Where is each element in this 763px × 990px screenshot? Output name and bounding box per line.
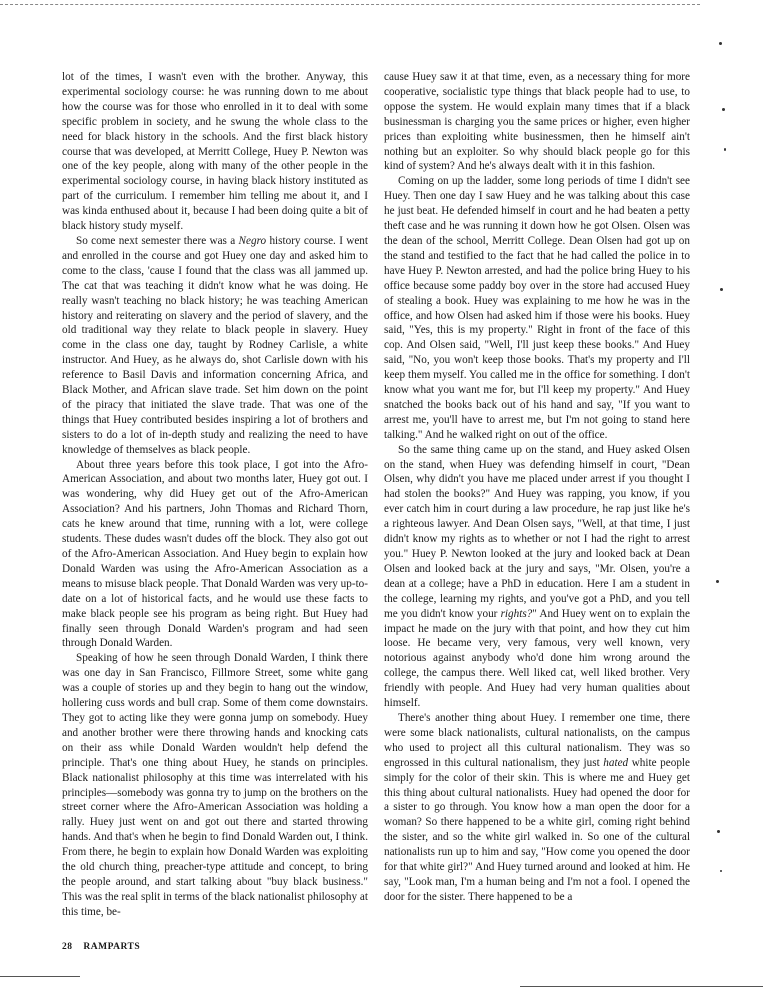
bottom-rule [0, 976, 80, 977]
paragraph: So come next semester there was a Negro history course. I went and enrolled in the course and got Huey one day and asked him to come to the class, 'cause I found that the class was all jammed up. The cat that was teaching it didn't know what he was doing. He really wasn't teaching no black history; he was teaching American history and reiterating on slavery and the period of slavery, and the old traditional way they relate to black people in slavery. Huey come in the class one day, taught by Rodney Carlisle, a white instructor. And Huey, as he always do, shot Carlisle down with his reference to Basil Davis and information concerning Africa, and Black Mother, and African slave trade. Set him down on the point of the piracy that initiated the slave trade. That was one of the things that Huey contributed besides inspiring a lot of brothers and sisters to do a lot of in-depth study and realizing the need to have knowledge of themselves as black people. [62, 234, 369, 456]
article-column-left [62, 70, 368, 920]
paragraph: cause Huey saw it at that time, even, as a necessary thing for more cooperative, socialistic type things that black people had to use, to oppose the system. He would explain many times that if a black businessman is charging you the same prices or higher, even higher prices than exploiting white businessmen, then he himself ain't nothing but an exploiter. So why should black people go for this kind of system? And he's always dealt with it in this fashion. [384, 71, 690, 173]
magazine-name: RAMPARTS [83, 942, 141, 952]
scan-speck [722, 108, 725, 111]
scan-speck [719, 42, 722, 45]
scan-speck [717, 830, 720, 833]
paragraph: Coming on up the ladder, some long periods of time I didn't see Huey. Then one day I saw Huey and he was talking about this case he just beat. He defended himself in court and he had beaten a petty theft case and he was running it down how he got Olsen. Olsen was the dean of the school, Merritt College. Dean Olsen had got up on the stand and testified to the fact that he had called the police in to have Huey P. Newton arrested, and had the police bring Huey to his office because some paddy boy over in the store had accused Huey of stealing a book. Huey was explaining to me how he was in the office, and how Olsen had asked him if those were his books. Huey said, "Yes, this is my property." Right in front of the face of this cop. And Olsen said, "Well, I'll just keep these books." And Huey said, "No, you won't keep those books. That's my property and I'll keep them myself. You called me in the office for something. I don't know what you want me for, but I'll keep my property." And Huey snatched the books back out of his hand and say, "If you want to arrest me, you'll have to arrest me, but I'm not going to stand here talking." And he walked right on out of the office. [384, 175, 690, 441]
paragraph: So the same thing came up on the stand, and Huey asked Olsen on the stand, when Huey was defending himself in court, "Dean Olsen, why didn't you have me placed under arrest if you thought I had stolen the books?" And Huey was rapping, you know, if you ever catch him in court during a law procedure, he rap just like he's a righteous lawyer. And Dean Olsen says, "Well, at that time, I just didn't know my rights as to whether or not I had the right to arrest you." Huey P. Newton looked at the jury and looked back at Dean Olsen and looked back at the jury and says, "Mr. Olsen, you're a dean at a college; have a PhD in education. Here I am a student in the college, learning my rights, and you've got a PhD, and you tell me you didn't know your rights?" And Huey went on to explain the impact he made on the jury with that point, and how they cut him loose. He became very, very famous, very well known, very notorious against anybody who'd done him wrong around the college, the campus there. Well liked cat, well liked brother. Very friendly with people. And Huey had very human qualities about himself. [384, 443, 690, 710]
paragraph: Speaking of how he seen through Donald Warden, I think there was one day in San Francisco, Fillmore Street, some white gang was a couple of stories up and they begin to hang out the window, hollering cuss words and bull crap. Some of them come downstairs. They got to acting like they were gonna jump on somebody. Huey and another brother were there throwing hands and knocking cats on their ass while Donald Warden wouldn't help defend the principle. That's one thing about Huey, he stands on principles. Black nationalist philosophy at this time was interrelated with his principles—somebody was gonna try to jump on the brothers on the street corner where the Afro-American Association was holding a rally. Huey just went on and got out there and started throwing hands. And that's when he begin to find Donald Warden out, I think. From there, he begin to explain how Donald Warden was exploiting the old church thing, preacher-type attitude and concept, to bring the people around, and start talking about "buy black business." This was the real split in terms of the black nationalist philosophy at this time, be- [62, 652, 368, 918]
paragraph: About three years before this took place, I got into the Afro-American Association, and about two months later, Huey got out. I was wondering, why did Huey get out of the Afro-American Association? And his partners, John Thomas and Richard Thorn, cats he knew around that time, running with a lot, were college students. These dudes wasn't dudes off the block. They also got out of the Afro-American Association. And Huey begin to explain how Donald Warden was using the Afro-American Association as a means to misuse black people. That Donald Warden was very up-to-date on a lot of historical facts, and he would use these facts to make black people see his program as being right. But Huey had finally seen through Donald Warden's program and had seen through Donald Warden. [62, 458, 368, 650]
page-number: 28 [62, 942, 73, 952]
scan-speck [716, 580, 719, 583]
top-rule [0, 4, 700, 5]
scan-speck [720, 288, 723, 291]
paragraph: lot of the times, I wasn't even with the brother. Anyway, this experimental sociology course: he was running down to me about how the course was for those who enrolled in it to deal with some specific problem in society, and he swung the whole class to the need for black history in the schools. And the first black history course that was developed, at Merritt College, Huey P. Newton was one of the key people, along with many of the other people in the experimental sociology course, in having black history instituted as part of the curriculum. I remember him telling me about it, and I was kinda enthused about it, because I had been doing quite a bit of black history study myself. [62, 71, 368, 233]
bottom-rule [520, 986, 763, 987]
paragraph: There's another thing about Huey. I remember one time, there were some black nationalists, cultural nationalists, on the campus who used to project all this cultural nationalism. They was so engrossed in this cultural nationalism, they just hated white people simply for the color of their skin. This is where me and Huey get this thing about cultural nationalists. Huey had opened the door for a sister to go through. You know how a man open the door for a woman? So there happened to be a white girl, coming right behind the sister, and so the white girl walked in. So one of the cultural nationalists run up to him and say, "How come you opened the door for that white girl?" And Huey turned around and looked at him. He say, "Look man, I'm a human being and I'm not a fool. I opened the door for the sister. There happened to be a [384, 711, 690, 903]
page-footer [62, 942, 140, 952]
scan-speck [720, 870, 722, 872]
scan-speck [724, 148, 726, 151]
article-column-right [384, 70, 690, 905]
